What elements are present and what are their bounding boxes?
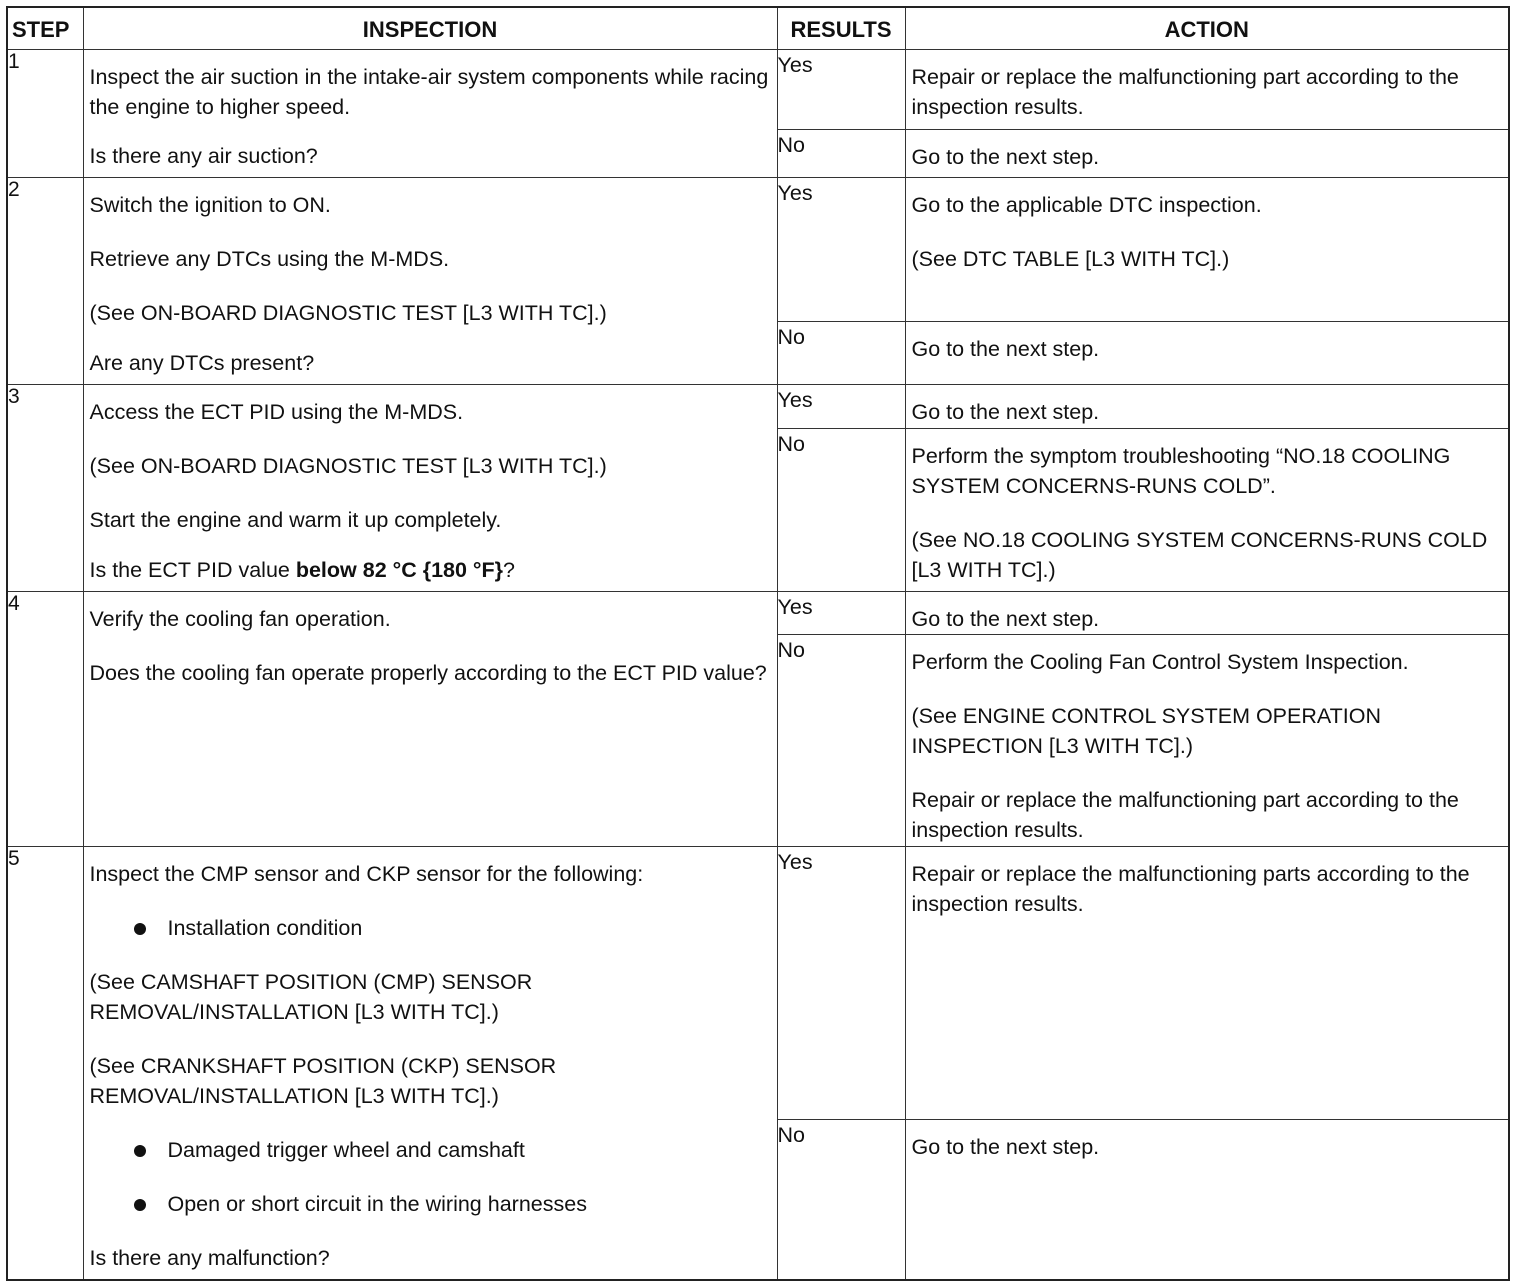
inspection-question: Does the cooling fan operate properly according to the ECT PID value? <box>89 660 767 685</box>
inspection-text: Switch the ignition to ON. <box>89 192 331 217</box>
inspection-question: Is there any air suction? <box>89 143 318 168</box>
action-text: Repair or replace the malfunctioning part according to the inspection results. <box>911 64 1459 119</box>
inspection-cell <box>83 177 777 384</box>
inspection-question: Is there any malfunction? <box>89 1246 330 1270</box>
result-no: No <box>777 1119 905 1280</box>
result-yes: Yes <box>777 49 905 129</box>
step-3-yes-row <box>7 384 1509 428</box>
inspection-reference: (See CRANKSHAFT POSITION (CKP) SENSOR REMOVAL/INSTALLATION [L3 WITH TC].) <box>89 1053 557 1108</box>
bullet-item <box>90 1135 771 1165</box>
bullet-text: Installation condition <box>167 915 363 940</box>
bullet-text: Damaged trigger wheel and camshaft <box>167 1137 525 1162</box>
question-text: Is the ECT PID value <box>89 557 296 582</box>
inspection-text: Inspect the air suction in the intake-air system components while racing the engine to higher speed. <box>89 64 769 119</box>
action-text: Go to the next step. <box>911 399 1100 424</box>
action-cell <box>905 1119 1509 1280</box>
inspection-reference: (See ON-BOARD DIAGNOSTIC TEST [L3 WITH TC].) <box>89 453 607 478</box>
action-cell <box>905 129 1509 177</box>
header-step: STEP <box>7 7 83 49</box>
step-number: 4 <box>7 591 83 846</box>
inspection-cell <box>83 591 777 846</box>
diagnostic-table <box>6 6 1510 1281</box>
inspection-text: Access the ECT PID using the M-MDS. <box>89 399 464 424</box>
action-cell <box>905 428 1509 591</box>
action-reference: (See NO.18 COOLING SYSTEM CONCERNS-RUNS COLD [L3 WITH TC].) <box>911 527 1488 582</box>
header-row <box>7 7 1509 49</box>
action-text: Go to the next step. <box>911 606 1100 631</box>
result-yes: Yes <box>777 846 905 1119</box>
action-cell <box>905 634 1509 846</box>
inspection-text: Retrieve any DTCs using the M-MDS. <box>89 246 450 271</box>
step-number: 5 <box>7 846 83 1280</box>
question-threshold: below 82 °C {180 °F} <box>295 557 504 582</box>
action-text: Perform the symptom troubleshooting “NO.18 COOLING SYSTEM CONCERNS-RUNS COLD”. <box>911 443 1451 498</box>
bullet-icon <box>134 1199 146 1211</box>
step-2-yes-row <box>7 177 1509 321</box>
action-reference: (See DTC TABLE [L3 WITH TC].) <box>911 246 1230 271</box>
action-text: Repair or replace the malfunctioning parts according to the inspection results. <box>911 861 1470 916</box>
bullet-item <box>90 1189 771 1219</box>
result-no: No <box>777 634 905 846</box>
action-cell <box>905 49 1509 129</box>
action-text: Repair or replace the malfunctioning part according to the inspection results. <box>911 787 1459 842</box>
header-action: ACTION <box>905 7 1509 49</box>
action-cell <box>905 321 1509 384</box>
bullet-icon <box>134 1145 146 1157</box>
result-no: No <box>777 321 905 384</box>
bullet-text: Open or short circuit in the wiring harnesses <box>167 1191 587 1216</box>
step-5-yes-row <box>7 846 1509 1119</box>
step-number: 2 <box>7 177 83 384</box>
inspection-question: Are any DTCs present? <box>89 350 315 375</box>
action-text: Go to the next step. <box>911 336 1100 361</box>
action-text: Perform the Cooling Fan Control System Inspection. <box>911 649 1409 674</box>
step-4-yes-row <box>7 591 1509 634</box>
step-number: 1 <box>7 49 83 177</box>
inspection-question <box>90 555 516 585</box>
header-inspection: INSPECTION <box>83 7 777 49</box>
action-cell <box>905 591 1509 634</box>
inspection-cell <box>83 846 777 1280</box>
inspection-text: Inspect the CMP sensor and CKP sensor for the following: <box>89 861 644 886</box>
action-cell <box>905 384 1509 428</box>
inspection-cell <box>83 384 777 591</box>
bullet-item <box>90 913 771 943</box>
header-results: RESULTS <box>777 7 905 49</box>
result-no: No <box>777 428 905 591</box>
bullet-icon <box>134 923 146 935</box>
result-yes: Yes <box>777 177 905 321</box>
action-text: Go to the applicable DTC inspection. <box>911 192 1262 217</box>
inspection-reference: (See ON-BOARD DIAGNOSTIC TEST [L3 WITH TC].) <box>89 300 607 325</box>
result-yes: Yes <box>777 591 905 634</box>
inspection-reference: (See CAMSHAFT POSITION (CMP) SENSOR REMOVAL/INSTALLATION [L3 WITH TC].) <box>89 969 533 1024</box>
result-no: No <box>777 129 905 177</box>
inspection-text: Start the engine and warm it up completely. <box>89 507 502 532</box>
step-1-yes-row <box>7 49 1509 129</box>
inspection-cell <box>83 49 777 177</box>
action-reference: (See ENGINE CONTROL SYSTEM OPERATION INSPECTION [L3 WITH TC].) <box>911 703 1381 758</box>
result-yes: Yes <box>777 384 905 428</box>
inspection-text: Verify the cooling fan operation. <box>89 606 391 631</box>
question-end: ? <box>503 557 516 582</box>
action-cell <box>905 177 1509 321</box>
action-text: Go to the next step. <box>911 144 1100 169</box>
action-text: Go to the next step. <box>911 1134 1100 1159</box>
action-cell <box>905 846 1509 1119</box>
step-number: 3 <box>7 384 83 591</box>
